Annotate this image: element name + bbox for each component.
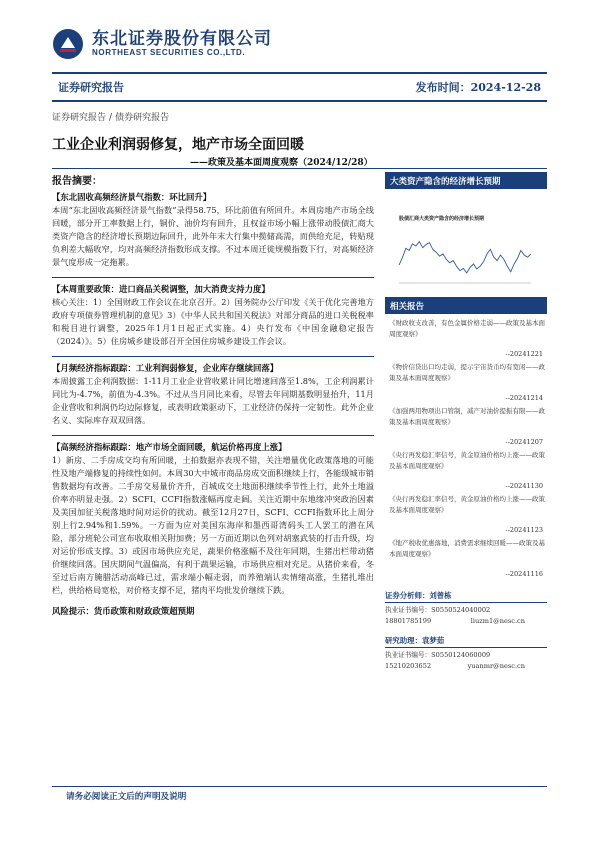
section-heading: 【高频经济指标跟踪：地产市场全面回暖，航运价格再度上涨】 [52,442,287,452]
report-title: 工业企业利润弱修复，地产市场全面回暖 [52,137,304,153]
analyst-license: 执业证书编号：S0550524040002 [385,606,491,614]
chart-panel [385,193,547,293]
summary-column [52,172,374,618]
section-divider [52,356,374,357]
related-report-date: --20241214 [505,394,543,402]
summary-section [52,191,374,269]
related-report[interactable] [385,450,547,494]
related-report-date: --20241221 [505,350,543,358]
related-report-title[interactable]: 《央行再发稳汇率信号，黄金原油价格均上涨——政策及基本面周度观察》 [389,495,545,514]
related-report-date: --20241130 [505,482,543,490]
related-report-title[interactable]: 《加强两用物项出口管制，减产对油价提振有限——政策及基本面周度观察》 [389,407,545,426]
related-report-title[interactable]: 《物价信贷出口均走弱，提示宇宙货币均有宽闲——政策及基本面周度观察》 [389,363,545,382]
related-report[interactable] [385,318,547,362]
publish-date: 发布时间：2024-12-28 [415,81,541,94]
related-report-title[interactable]: 《央行再发稳汇率信号，黄金原油价格均上涨——政策及基本面周度观察》 [389,451,545,470]
sidebar [385,172,547,672]
summary-section [52,441,374,597]
section-body: 本周披露工企利润数据：1-11月工业企业营收累计同比增速回落至1.8%，工企利润累计同比为-4.7%，前值为-4.3%。不过从当月同比来看，尽管去年同期基数明显抬升，11月企业营收和利润仍均边际修复，或表明政策驱动下，工业经济仍保持一定韧性。此外企业名义、实际库存双双回落。 [52,376,374,425]
summary-section [52,362,374,427]
footer-divider [52,786,547,787]
related-report-title[interactable]: 《地产税收优惠落地，消费需求继续回暖——政策及基本面周度观察》 [389,539,545,558]
company-name-cn: 东北证券股份有限公司 [92,29,272,49]
related-report-title[interactable]: 《财政收支改善，有色金属价格走弱——政策及基本面周度观察》 [389,319,545,338]
related-report[interactable] [385,538,547,582]
section-body: 1）新房、二手房成交均有所回暖，土拍数据亦表现不错，关注增量优化政策落地的可能性及地产端修复的持续性如何。本周30大中城市商品房成交面积继续上行，各能级城市销售数据均有改善。二手房交易量价齐升，百城成交土地面积继续季节性上行，此外土地溢价率亦明显走强。2）SCFI、CCFI指数涨幅再度走阔。关注近期中东地缘冲突政治因素及美国加征关税落地时间对运价的扰动。截至12月27日，SCFI、CCFI指数环比上周分别上行2.94%和1.59%。一方面为应对美国东海岸和墨西哥湾码头工人罢工的潜在风险，部分班轮公司宣布收取相关附加费；另一方面近期以色列对胡塞武装的打击升级，均对运价形成支撑。3）或因市场供应充足，蔬果价格涨幅不及往年同期，生猪出栏带动猪价继续回落。国庆期间气温偏高，有利于蔬果运输，市场供应相对充足。从猪价来看，冬至过后南方腌腊活动高峰已过，需求端小幅走弱，而养殖端认卖情绪高涨，生猪扎堆出栏，供给格局宽松，对价格支撑不足，猪肉平均批发价继续下跌。 [52,455,374,595]
section-divider [52,277,374,278]
footer-disclaimer[interactable]: 请务必阅读正文后的声明及说明 [66,792,187,802]
related-report[interactable] [385,494,547,538]
company-logo [52,26,272,62]
section-heading: 【月频经济指标跟踪：工业利润弱修复，企业库存继续回落】 [52,363,279,373]
section-heading: 【东北固收高频经济景气指数：环比回升】 [52,192,212,202]
related-reports-heading: 相关报告 [385,297,547,314]
report-subtitle: ——政策及基本面周度观察（2024/12/28） [190,158,373,168]
report-band [52,72,547,102]
section-heading: 【本周重要政策：进口商品关税调整，加大消费支持力度】 [52,284,270,294]
report-type-label: 证券研究报告 [58,81,124,94]
risk-warning: 风险提示：货币政策和财政政策超预期 [52,606,195,616]
breadcrumb-item: 债券研究报告 [115,113,170,123]
section-body: 核心关注：1）全国财政工作会议在北京召开。2）国务院办公厅印发《关于优化完善地方政府专项债券管理机制的意见》3）《中华人民共和国关税法》对部分商品的进口关税税率和税目进行调整，2025年1月1日起正式实施。4）央行发布《中国金融稳定报告（2024）》。5）住房城乡建设部召开全国住房城乡建设工作会议。 [52,297,374,346]
chart-series-line [399,242,531,273]
company-name-en: NORTHEAST SECURITIES CO.,LTD. [92,48,246,57]
company-logo-icon [52,28,84,60]
assistant-license: 执业证书编号：S0550124060009 [385,651,491,659]
assistant-phone: 15210203652 [385,662,432,670]
section-body: 本周“东北固收高频经济景气指数”录得58.75，环比前值有所回升。本周房地产市场全线回暖，部分开工率数据上行，铜价、油价均有回升，且权益市场小幅上涨带动股债汇商大类资产隐含的经济增长预期边际回升，此外年末大行集中揽储高需，而供给充足，转贴现负利差大幅收窄，均对高频经济指数形成支撑。不过本周迁徙规模指数下行，对高频经济景气度形成一定拖累。 [52,205,374,267]
analyst-email[interactable]: liuzm1@nesc.cn [470,617,525,625]
assistant-heading: 研究助理：袁梦茹 [385,635,547,648]
related-report[interactable] [385,362,547,406]
section-divider [52,435,374,436]
breadcrumb-item: 证券研究报告 [52,113,107,123]
breadcrumb-separator: / [109,113,113,123]
divider [52,168,547,169]
related-report-date: --20241123 [505,526,543,534]
growth-expectation-chart [395,223,535,289]
analyst-contact [385,590,547,627]
assistant-contact [385,635,547,672]
chart-heading: 大类资产隐含的经济增长预期 [385,172,547,189]
analyst-phone: 18801785199 [385,617,432,625]
related-report-date: --20241207 [505,438,543,446]
related-report[interactable] [385,406,547,450]
assistant-email[interactable]: yuanmr@nesc.cn [467,662,525,670]
breadcrumb [52,110,169,123]
summary-heading: 报告摘要： [52,176,102,187]
summary-section [52,283,374,348]
related-report-date: --20241116 [505,570,543,578]
analyst-heading: 证券分析师：刘曾栋 [385,590,547,603]
chart-title: 股债汇商大类资产隐含的经济增长预期 [399,216,485,222]
